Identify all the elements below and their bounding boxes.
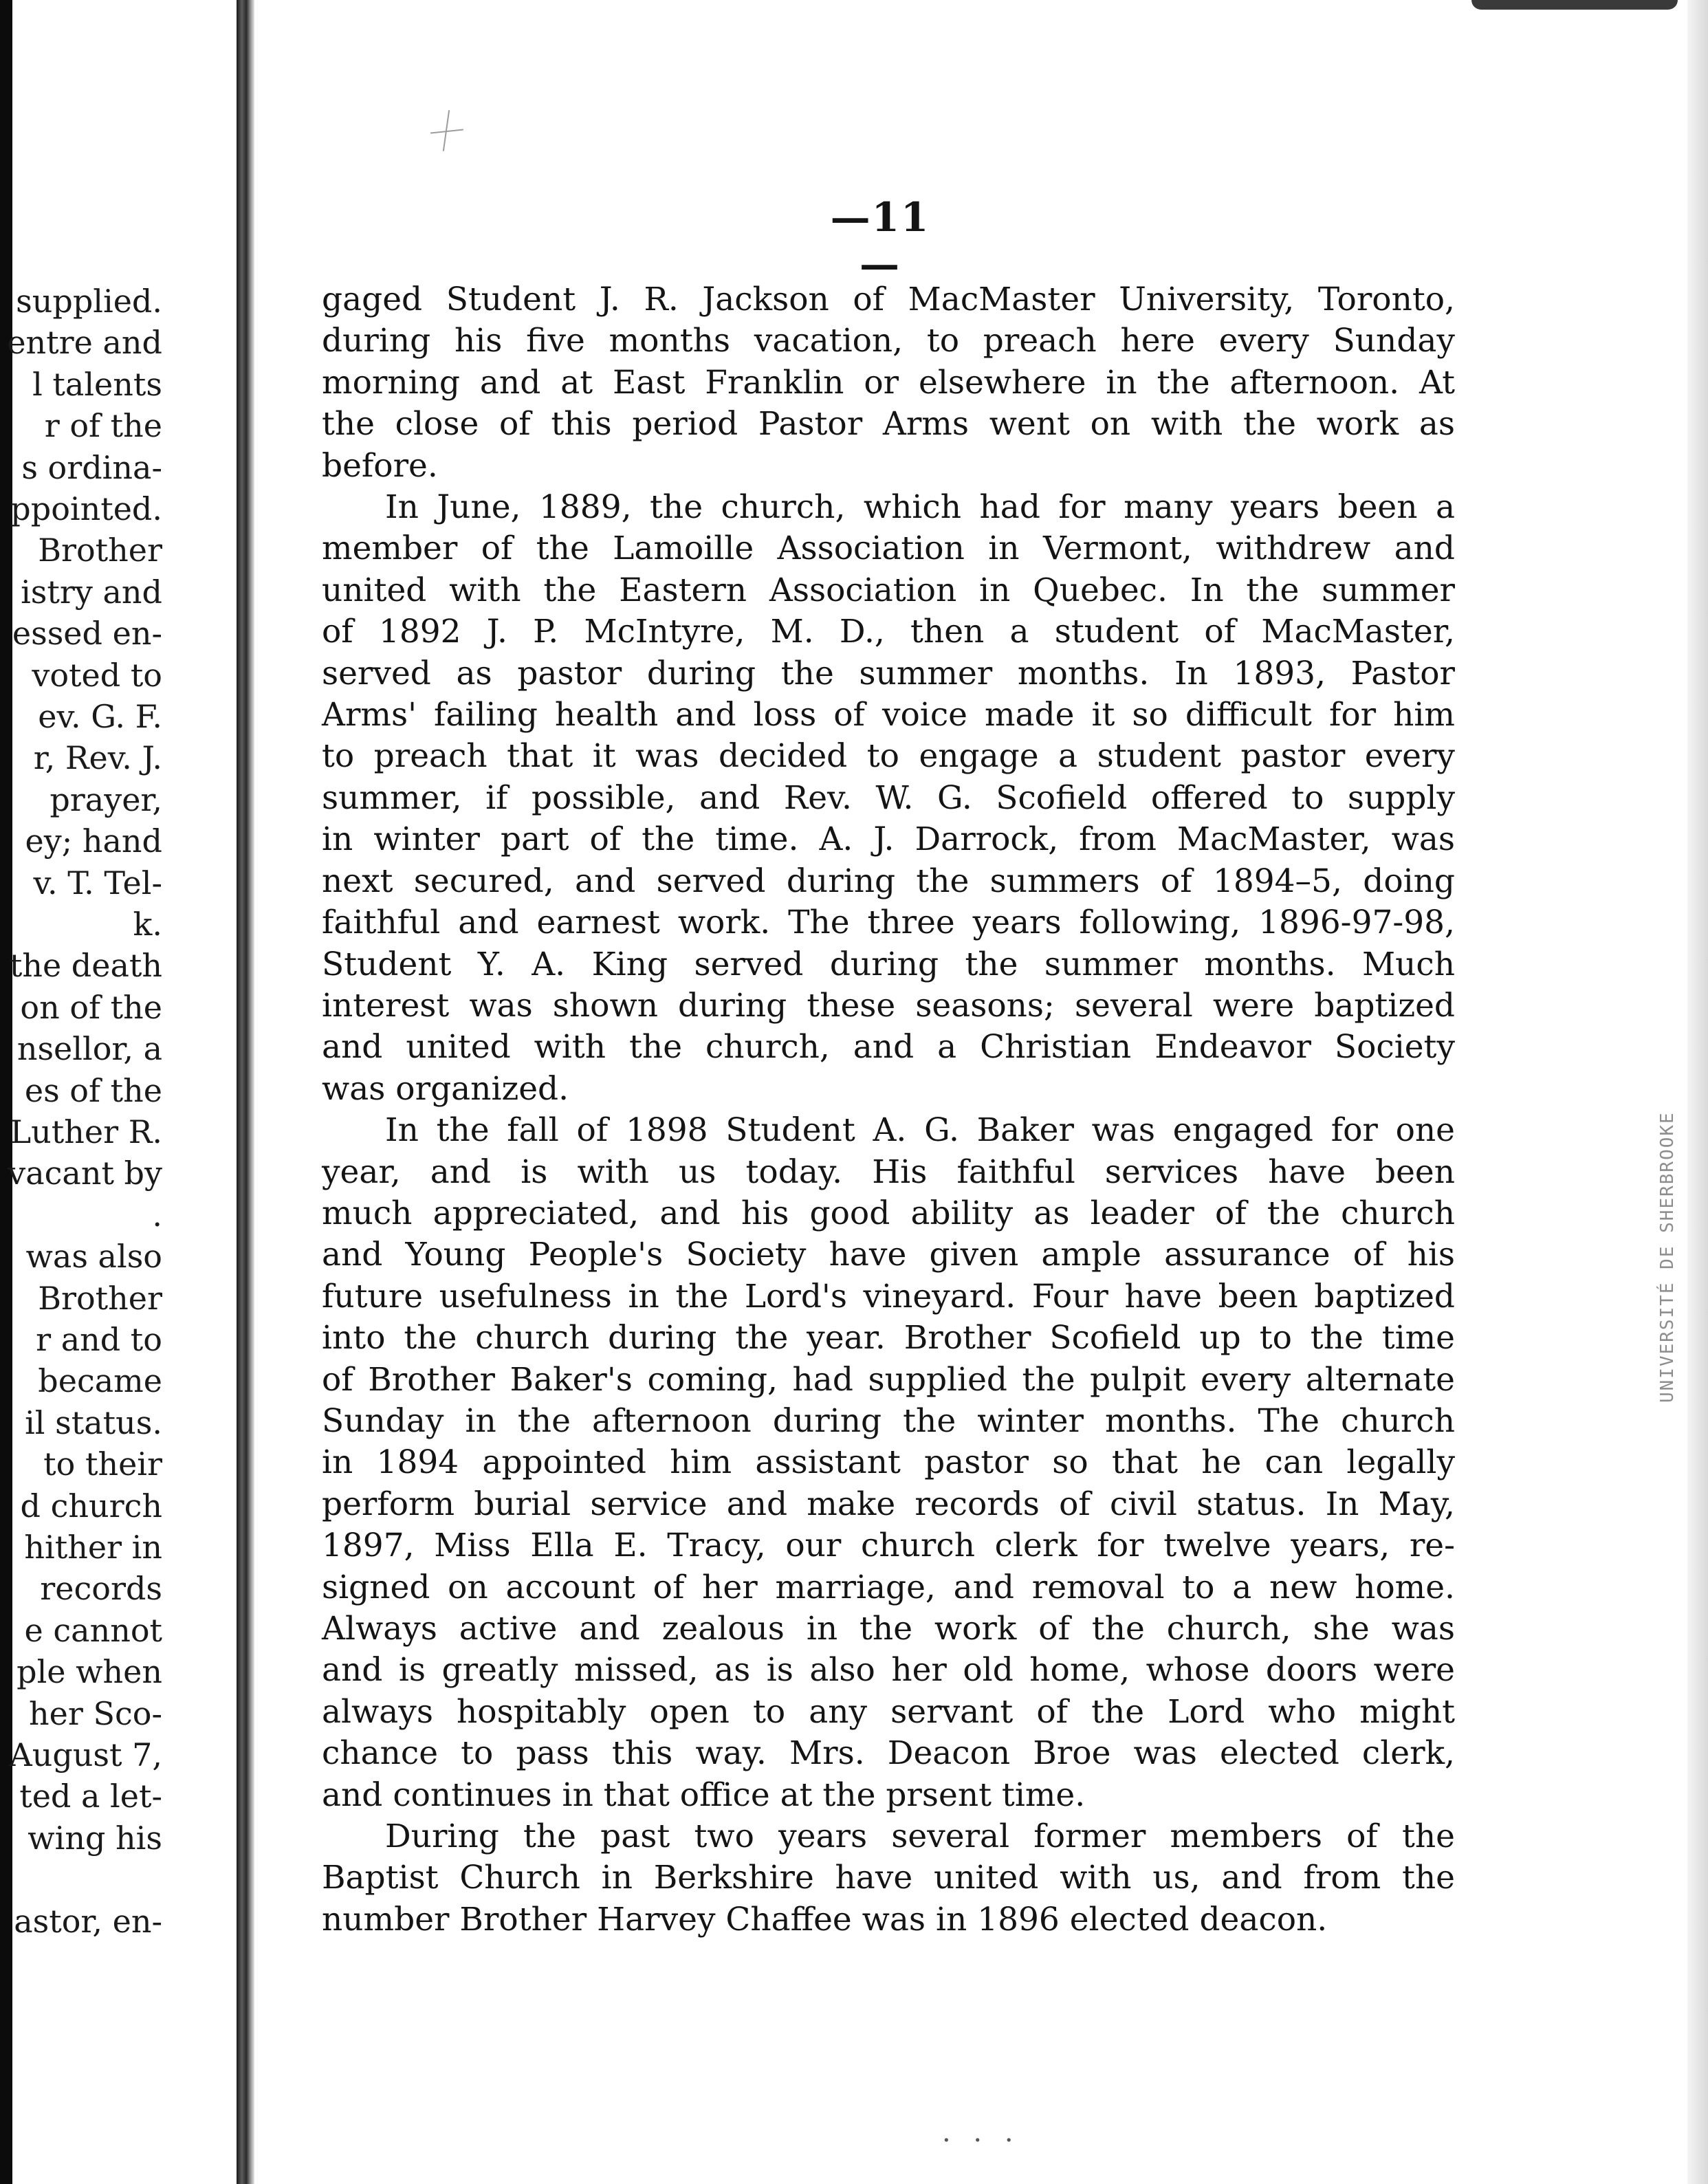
text-line: year, and is with us today. His faithful services have been	[322, 1153, 1455, 1191]
page-number: —11—	[830, 194, 930, 287]
book-gutter	[237, 0, 254, 2184]
text-line: Sunday in the afternoon during the winter months. The church	[322, 1401, 1455, 1440]
previous-page-line: k.	[133, 906, 162, 943]
text-line: Arms' failing health and loss of voice made it so difficult for him	[322, 696, 1455, 734]
text-line: summer, if possible, and Rev. W. G. Scofield offered to supply	[322, 778, 1455, 817]
previous-page-line: on of the	[20, 988, 162, 1026]
text-line: 1897, Miss Ella E. Tracy, our church clerk for twelve years, re-	[322, 1527, 1455, 1565]
previous-page-line: prayer,	[50, 780, 162, 818]
text-line: number Brother Harvey Chaffee was in 1896 elected deacon.	[322, 1900, 1328, 1939]
text-line: gaged Student J. R. Jackson of MacMaster University, Toronto,	[322, 281, 1455, 318]
text-line: member of the Lamoille Association in Vermont, withdrew and	[322, 529, 1455, 568]
previous-page-line: Brother	[38, 1279, 162, 1317]
previous-page-line: es of the	[24, 1071, 162, 1109]
previous-page-line: ey; hand	[25, 822, 162, 860]
text-line: of 1892 J. P. McIntyre, M. D., then a student of MacMaster,	[322, 613, 1455, 651]
previous-page-line: e cannot	[24, 1611, 162, 1649]
scan-smudge	[1471, 0, 1678, 10]
text-line: faithful and earnest work. The three years following, 1896-97-98,	[322, 904, 1455, 942]
page-body	[322, 279, 1455, 1941]
text-line: much appreciated, and his good ability as leader of the church	[322, 1194, 1455, 1232]
text-line: Student Y. A. King served during the summer months. Much	[322, 945, 1455, 983]
text-line: and united with the church, and a Christian Endeavor Society	[322, 1028, 1455, 1067]
text-line: always hospitably open to any servant of the Lord who might	[322, 1692, 1455, 1731]
text-line: interest was shown during these seasons; several were baptized	[322, 986, 1455, 1025]
pencil-cross-mark	[426, 110, 468, 151]
paragraph	[322, 487, 1455, 1110]
text-line: chance to pass this way. Mrs. Deacon Broe was elected clerk,	[322, 1734, 1455, 1773]
text-line: during his five months vacation, to preach here every Sunday	[322, 322, 1455, 360]
previous-page-line: the death	[9, 947, 162, 985]
previous-page-line: became	[38, 1362, 162, 1400]
text-line: to preach that it was decided to engage a student pastor every	[322, 737, 1455, 776]
library-stamp: UNIVERSITÉ DE SHERBROOKE	[1657, 1111, 1678, 1403]
text-line: in 1894 appointed him assistant pastor so that he can legally	[322, 1443, 1455, 1482]
text-line: in winter part of the time. A. J. Darrock, from MacMaster, was	[322, 820, 1455, 859]
text-line: future usefulness in the Lord's vineyard. Four have been baptized	[322, 1277, 1455, 1315]
scan-border-right	[1687, 0, 1708, 2184]
previous-page-line: r and to	[36, 1321, 162, 1358]
previous-page-line: to their	[43, 1445, 162, 1483]
previous-page-line: v. T. Tel-	[33, 864, 162, 902]
text-line: and continues in that office at the prsent time.	[322, 1776, 1086, 1814]
previous-page-line: l talents	[32, 365, 162, 403]
text-line: the close of this period Pastor Arms went on with the work as	[322, 405, 1455, 444]
previous-page-sliver	[0, 281, 162, 1972]
previous-page-line: entre and	[7, 324, 162, 362]
previous-page-line: vacant by	[8, 1155, 162, 1192]
previous-page-line: r of the	[44, 407, 162, 445]
previous-page-line: ple when	[17, 1653, 162, 1691]
previous-page-line: r, Rev. J.	[33, 739, 162, 777]
previous-page-line: supplied.	[16, 283, 162, 320]
text-line: In June, 1889, the church, which had for many years been a	[385, 488, 1455, 527]
previous-page-line: il status.	[25, 1404, 162, 1441]
paragraph	[322, 1110, 1455, 1816]
text-line: During the past two years several former members of the	[385, 1817, 1455, 1856]
text-line: was organized.	[322, 1069, 569, 1108]
previous-page-line: wing his	[28, 1819, 162, 1857]
text-line: and Young People's Society have given ample assurance of his	[322, 1236, 1455, 1274]
previous-page-line: ted a let-	[19, 1778, 162, 1815]
previous-page-line: d church	[20, 1487, 162, 1525]
paragraph	[322, 1816, 1455, 1941]
text-line: served as pastor during the summer months. In 1893, Pastor	[322, 654, 1455, 692]
text-line: Baptist Church in Berkshire have united with us, and from the	[322, 1859, 1455, 1897]
previous-page-line: s ordina-	[21, 448, 162, 486]
previous-page-line: Luther R.	[10, 1113, 162, 1150]
previous-page-line: voted to	[32, 656, 162, 694]
text-line: united with the Eastern Association in Quebec. In the summer	[322, 571, 1455, 609]
previous-page-line: ev. G. F.	[38, 698, 162, 735]
previous-page-line: her Sco-	[29, 1694, 162, 1732]
text-line: Always active and zealous in the work of the church, she was	[322, 1610, 1455, 1648]
text-line: morning and at East Franklin or elsewhere in the afternoon. At	[322, 363, 1455, 402]
previous-page-line: records	[40, 1570, 162, 1608]
text-line: and is greatly missed, as is also her old home, whose doors were	[322, 1651, 1455, 1690]
previous-page-line: August 7,	[9, 1736, 162, 1773]
previous-page-line: .	[152, 1196, 162, 1234]
paragraph	[322, 279, 1455, 487]
text-line: perform burial service and make records of civil status. In May,	[322, 1485, 1455, 1523]
previous-page-line: essed en-	[12, 615, 162, 653]
previous-page-line: was also	[25, 1238, 162, 1276]
text-line: signed on account of her marriage, and removal to a new home.	[322, 1568, 1455, 1606]
text-line: next secured, and served during the summers of 1894–5, doing	[322, 862, 1455, 900]
previous-page-line: istry and	[21, 573, 162, 611]
previous-page-line: nsellor, a	[17, 1030, 162, 1068]
previous-page-line: hither in	[24, 1529, 162, 1566]
text-line: into the church during the year. Brother Scofield up to the time	[322, 1319, 1455, 1357]
text-line: In the fall of 1898 Student A. G. Baker was engaged for one	[385, 1111, 1455, 1150]
text-line: before.	[322, 446, 438, 485]
previous-page-line: Brother	[38, 532, 162, 569]
scan-specks: · · ·	[942, 2125, 1020, 2156]
previous-page-line: astor, en-	[14, 1902, 162, 1940]
text-line: of Brother Baker's coming, had supplied the pulpit every alternate	[322, 1360, 1455, 1399]
previous-page-line: ppointed.	[10, 490, 162, 527]
